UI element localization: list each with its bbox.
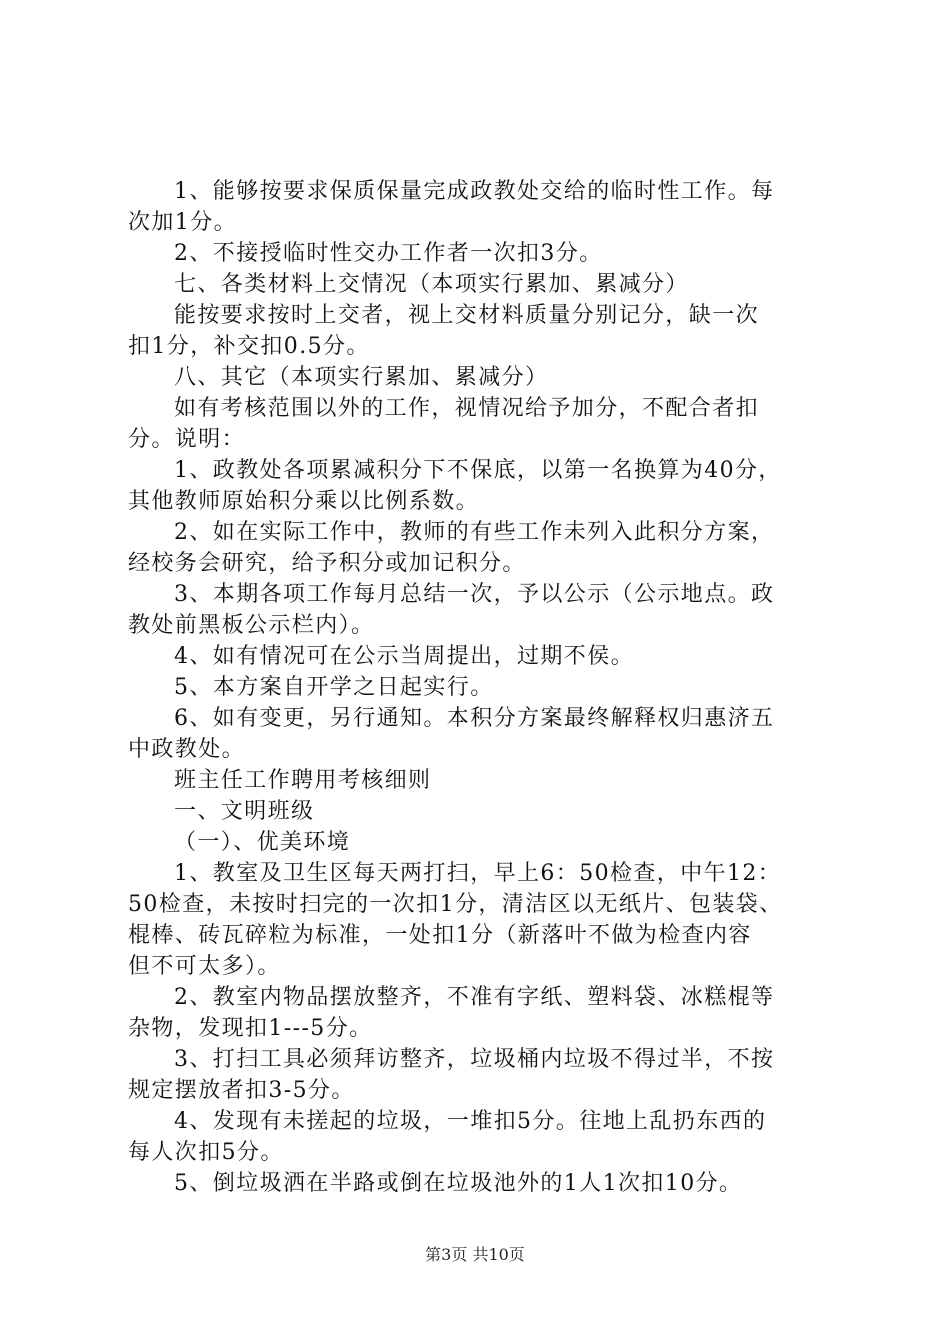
text-line: 1、教室及卫生区每天两打扫，早上6：50检查，中午12： xyxy=(174,861,782,886)
text-line: 能按要求按时上交者，视上交材料质量分别记分，缺一次 xyxy=(174,303,760,328)
text-line: 4、如有情况可在公示当周提出，过期不侯。 xyxy=(174,644,634,669)
text-line: 但不可太多）。 xyxy=(128,954,281,979)
text-line: 中政教处。 xyxy=(128,737,246,762)
text-line: （一）、优美环境 xyxy=(174,830,351,855)
text-line: 棍棒、砖瓦碎粒为标准，一处扣1分（新落叶不做为检查内容 xyxy=(128,923,752,948)
text-line: 2、不接授临时性交办工作者一次扣3分。 xyxy=(174,241,603,266)
text-line: 4、发现有未搓起的垃圾，一堆扣5分。往地上乱扔东西的 xyxy=(174,1109,767,1134)
text-line: 扣1分，补交扣0.5分。 xyxy=(128,334,370,359)
text-line: 2、教室内物品摆放整齐，不准有字纸、塑料袋、冰糕棍等 xyxy=(174,985,775,1010)
text-line: 教处前黑板公示栏内）。 xyxy=(128,613,375,638)
text-line: 每人次扣5分。 xyxy=(128,1140,284,1165)
text-line: 5、倒垃圾洒在半路或倒在垃圾池外的1人1次扣10分。 xyxy=(174,1171,743,1196)
text-line: 次加1分。 xyxy=(128,210,237,235)
document-body xyxy=(128,176,836,1199)
text-line: 3、本期各项工作每月总结一次，予以公示（公示地点。政 xyxy=(174,582,775,607)
text-line: 班主任工作聘用考核细则 xyxy=(174,768,432,793)
text-line: 50检查，未按时扫完的一次扣1分，清洁区以无纸片、包装袋、 xyxy=(128,892,783,917)
text-line: 规定摆放者扣3-5分。 xyxy=(128,1078,355,1103)
text-line: 七、各类材料上交情况（本项实行累加、累减分） xyxy=(174,272,689,297)
text-line: 1、能够按要求保质保量完成政教处交给的临时性工作。每 xyxy=(174,179,775,204)
text-line: 分。说明： xyxy=(128,427,246,452)
text-line: 1、政教处各项累减积分下不保底，以第一名换算为40分， xyxy=(174,458,782,483)
text-line: 6、如有变更，另行通知。本积分方案最终解释权归惠济五 xyxy=(174,706,775,731)
text-line: 如有考核范围以外的工作，视情况给予加分，不配合者扣 xyxy=(174,396,760,421)
text-line: 八、其它（本项实行累加、累减分） xyxy=(174,365,549,390)
text-line: 3、打扫工具必须拜访整齐，垃圾桶内垃圾不得过半，不按 xyxy=(174,1047,775,1072)
text-line: 其他教师原始积分乘以比例系数。 xyxy=(128,489,480,514)
text-line: 经校务会研究，给予积分或加记积分。 xyxy=(128,551,526,576)
text-line: 杂物，发现扣1---5分。 xyxy=(128,1016,373,1041)
text-line: 5、本方案自开学之日起实行。 xyxy=(174,675,494,700)
page-footer: 第3页 共10页 xyxy=(425,1245,525,1264)
text-line: 2、如在实际工作中，教师的有些工作未列入此积分方案， xyxy=(174,520,775,545)
text-line: 一、文明班级 xyxy=(174,799,315,824)
